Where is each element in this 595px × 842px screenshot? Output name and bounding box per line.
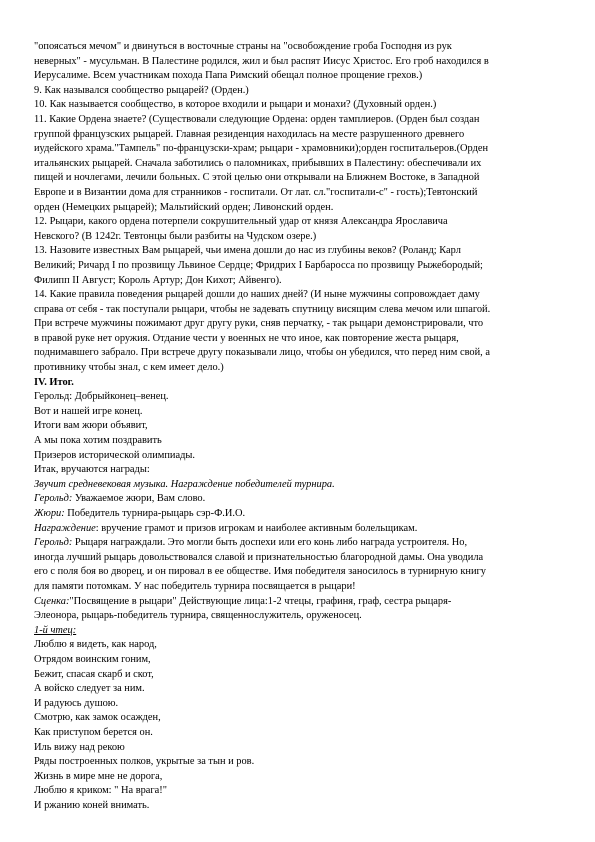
- poem-line: А войско следует за ним.: [34, 683, 145, 695]
- remark-text: : вручение грамот и призов игрокам и наиболее активным болельщикам.: [95, 522, 418, 534]
- text-line: Невского? (В 1242г. Тевтонцы были разбиты на Чудском озере.): [34, 230, 317, 242]
- text-line: 9. Как назывался сообщество рыцарей? (Орден.): [34, 84, 249, 96]
- text-line: 10. Как называется сообщество, в которое входили и рыцари и монахи? (Духовный орден.): [34, 99, 437, 111]
- text-line: Великий; Ричард I по прозвищу Львиное Сердце; Фридрих I Барбаросса по прозвищу Рыжебородый;: [34, 259, 483, 271]
- text-line: 11. Какие Ордена знаете? (Существовали следующие Ордена: орден тамплиеров. (Орден был создан: [34, 113, 480, 125]
- text-line: в правой руке нет оружия. Отдание чести у военных не что иное, как повторение жеста рыцаря,: [34, 332, 459, 344]
- text-line: Европе и в Византии дома для странников - госпитали. От лат. сл."госпитали-с" - гость);Тевтонский: [34, 186, 478, 198]
- poem-line: Иль вижу над рекою: [34, 741, 125, 753]
- poem-line: И ржанию коней внимать.: [34, 799, 150, 811]
- scene-first-line: [34, 595, 564, 610]
- text-line: справа от себя - так поступали рыцари, чтобы не задевать спутницу висящим слева мечом или шпагой.: [34, 303, 491, 315]
- scene-block: [34, 595, 564, 624]
- text-line: 13. Назовите известных Вам рыцарей, чьи имена дошли до нас из глубины веков? (Роланд; Карл: [34, 245, 461, 257]
- herald-remark: [34, 492, 564, 507]
- remark-text: Рыцаря награждали. Это могли быть доспехи или его конь либо награда устроителя. Но,: [72, 537, 468, 549]
- verse-line: А мы пока хотим поздравить: [34, 435, 162, 447]
- text-line: 14. Какие правила поведения рыцарей дошли до наших дней? (И ныне мужчины сопровождает даму: [34, 289, 480, 301]
- remark-text: Победитель турнира-рыцарь сэр-Ф.И.О.: [64, 508, 246, 519]
- herald-speech-block: [34, 536, 564, 594]
- stage-direction: Звучит средневековая музыка. Награждение победителей турнира.: [34, 478, 335, 490]
- jury-remark: [34, 507, 564, 522]
- herald-speech-first-line: [34, 536, 564, 551]
- poem-line: Жизнь в мире мне не дорога,: [34, 770, 163, 782]
- poem-line: Люблю я криком: " На врага!": [34, 785, 167, 797]
- text-line: его с поля боя во дворец, и он пировал в ее обществе. Имя победителя заносилось в турнирную книгу: [34, 566, 486, 578]
- verse-line: Итоги вам жюри объявит,: [34, 420, 148, 432]
- scene-text: "Посвящение в рыцари" Действующие лица:1-2 чтецы, графиня, граф, сестра рыцаря-: [69, 595, 452, 607]
- text-line: орден (Немецких рыцарей); Мальтийский орден; Ливонский орден.: [34, 201, 334, 213]
- quiz-answers-block: [34, 40, 564, 376]
- poem-line: И радуюсь душою.: [34, 697, 119, 709]
- poem-line: Ряды построенных полков, укрытые за тын и ров.: [34, 756, 255, 768]
- section-heading: IV. Итог.: [34, 376, 74, 388]
- text-line: Филипп II Август; Король Артур; Дон Кихот; Айвенго).: [34, 274, 282, 286]
- text-line: пищей и ночлегами, лечили больных. С этой целью они открывали на Ближнем Востоке, в Западной: [34, 172, 480, 184]
- text-line: неверных" - мусульман. В Палестине родился, жил и был распят Иисус Христос. Его гроб находился в: [34, 55, 489, 67]
- award-remark: [34, 522, 564, 537]
- speaker-label: Герольд:: [34, 493, 73, 505]
- text-line: иудейского храма."Тампель" по-французски-храм; рыцари - храмовники);орден госпитальеров.(Орден: [34, 143, 489, 155]
- poem-line: Как приступом берется он.: [34, 726, 153, 738]
- document-body: [34, 40, 564, 813]
- verse-line: Вот и нашей игре конец.: [34, 405, 143, 417]
- text-line: иногда лучший рыцарь довольствовался славой и признательностью благородной дамы. Она уводила: [34, 551, 484, 563]
- verse-line: Итак, вручаются награды:: [34, 464, 150, 476]
- speaker-label: Жюри:: [34, 508, 65, 519]
- remark-text: Уважаемое жюри, Вам слово.: [72, 493, 206, 505]
- verse-line: Призеров исторической олимпиады.: [34, 449, 195, 461]
- poem-line: Смотрю, как замок осажден,: [34, 712, 161, 724]
- reader-label: 1-й чтец:: [34, 624, 77, 636]
- verse-line: Герольд: Добрыйконец–венец.: [34, 391, 169, 403]
- text-line: итальянских рыцарей. Сначала заботились о паломниках, прибывших в Палестину: обеспечивали их: [34, 157, 482, 169]
- text-line: группой французских рыцарей. Главная резиденция находилась на месте разрушенного древнего: [34, 128, 465, 140]
- poem-line: Отрядом воинским гоним,: [34, 653, 151, 665]
- speaker-label: Награждение: [34, 522, 96, 534]
- speaker-label: Сценка:: [34, 595, 70, 607]
- herald-verse: [34, 390, 564, 478]
- poem-line: Люблю я видеть, как народ,: [34, 639, 157, 651]
- text-line: поднимавшего забрало. При встрече другу показывали лицо, чтобы он убедился, что перед ним свой, а: [34, 347, 490, 359]
- text-line: 12. Рыцари, какого ордена потерпели сокрушительный удар от князя Александра Ярославича: [34, 216, 448, 228]
- text-line: противнику чтобы знал, с кем имеет дело.): [34, 362, 224, 374]
- text-line: "опоясаться мечом" и двинуться в восточные страны на "освобождение гроба Господня из рук: [34, 41, 452, 52]
- poem: [34, 638, 564, 813]
- text-line: Иерусалиме. Всем участникам похода Папа Римский обещал полное прощение грехов.): [34, 70, 423, 82]
- speaker-label: Герольд:: [34, 537, 73, 549]
- poem-line: Бежит, спасая скарб и скот,: [34, 668, 154, 680]
- scene-second-line: Элеонора, рыцарь-победитель турнира, священнослужитель, оруженосец.: [34, 610, 362, 622]
- text-line: При встрече мужчины пожимают друг другу руки, сняв перчатку, - так рыцари демонстрировали, что: [34, 318, 484, 330]
- text-line: для памяти потомкам. У нас победитель турнира посвящается в рыцари!: [34, 580, 356, 592]
